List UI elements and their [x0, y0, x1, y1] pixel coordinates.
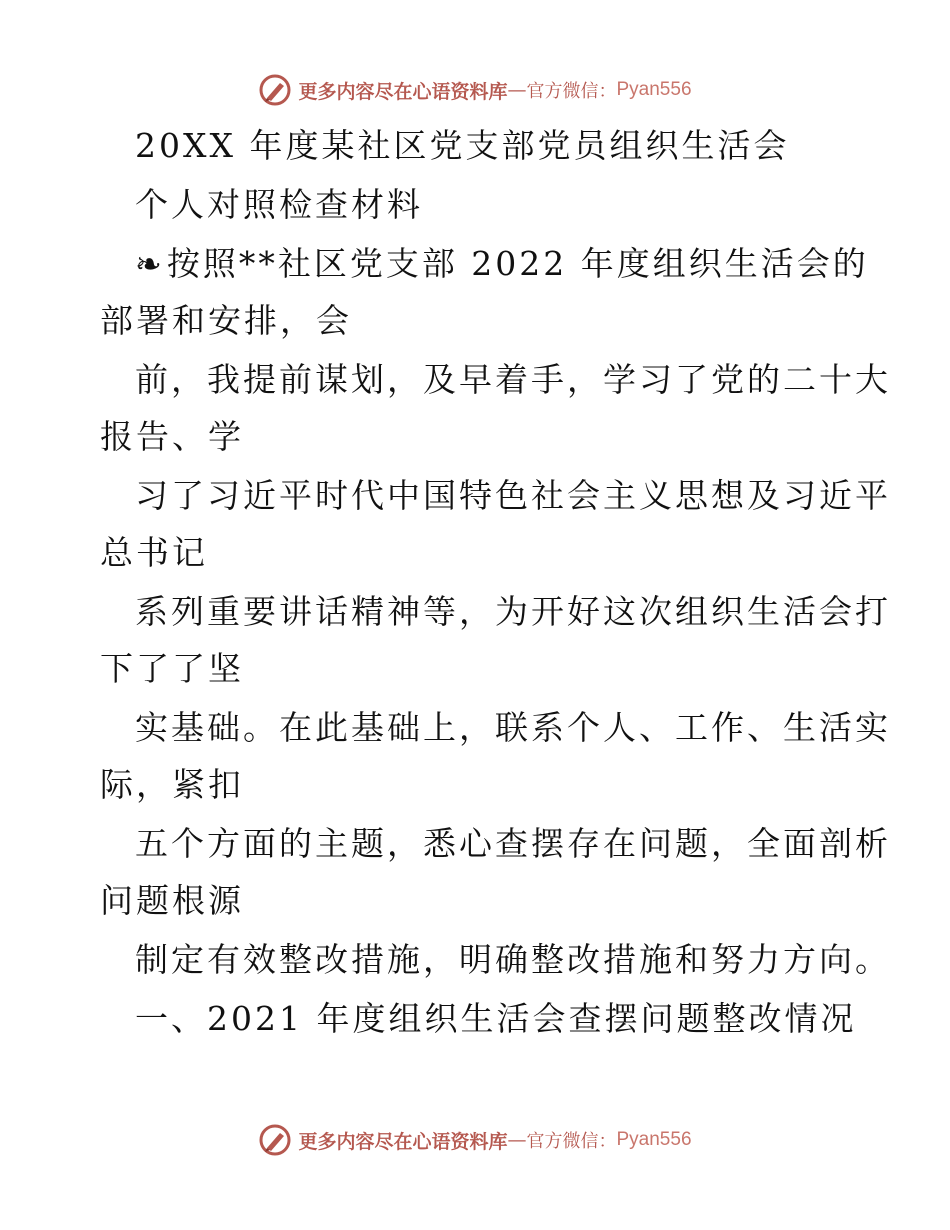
paragraph-line: 习了习近平时代中国特色社会主义思想及习近平: [135, 476, 891, 515]
document-subtitle: 个人对照检查材料: [135, 185, 423, 224]
fleuron-icon: ❧: [135, 245, 165, 283]
banner-wechat-id: Pyan556: [616, 1129, 692, 1150]
banner-text: 更多内容尽在心语资料库: [298, 80, 508, 103]
banner-wechat-label: 官方微信：: [526, 81, 617, 102]
paragraph-line: 五个方面的主题，悉心查摆存在问题，全面剖析: [135, 824, 891, 863]
paragraph-line: 部署和安排，会: [100, 301, 352, 340]
header-banner: [0, 70, 950, 110]
paragraph-line: 实基础。在此基础上，联系个人、工作、生活实: [135, 708, 891, 747]
pen-logo-icon: [258, 73, 292, 107]
paragraph-line: 系列重要讲话精神等，为开好这次组织生活会打: [135, 592, 891, 631]
paragraph-line: 下了了坚: [100, 649, 244, 688]
paragraph-line: 总书记: [100, 533, 208, 572]
banner-dash: —: [507, 1129, 527, 1151]
paragraph-line: 制定有效整改措施，明确整改措施和努力方向。: [135, 940, 891, 979]
banner-wechat-label: 官方微信：: [526, 1131, 617, 1152]
paragraph-line: 际，紧扣: [100, 765, 244, 804]
paragraph-line: 前，我提前谋划，及早着手，学习了党的二十大: [135, 360, 891, 399]
section-heading: 一、2021 年度组织生活会查摆问题整改情况: [135, 999, 857, 1038]
document-title: 20XX 年度某社区党支部党员组织生活会: [135, 126, 790, 165]
pen-logo-icon: [258, 1123, 292, 1157]
paragraph-line: 问题根源: [100, 881, 244, 920]
paragraph-line: [135, 242, 869, 286]
paragraph-text: 按照**社区党支部 2022 年度组织生活会的: [166, 244, 869, 283]
banner-wechat-id: Pyan556: [616, 79, 692, 100]
footer-banner: [0, 1120, 950, 1160]
paragraph-line: 报告、学: [100, 417, 244, 456]
banner-dash: —: [507, 79, 527, 101]
banner-text: 更多内容尽在心语资料库: [298, 1130, 508, 1153]
